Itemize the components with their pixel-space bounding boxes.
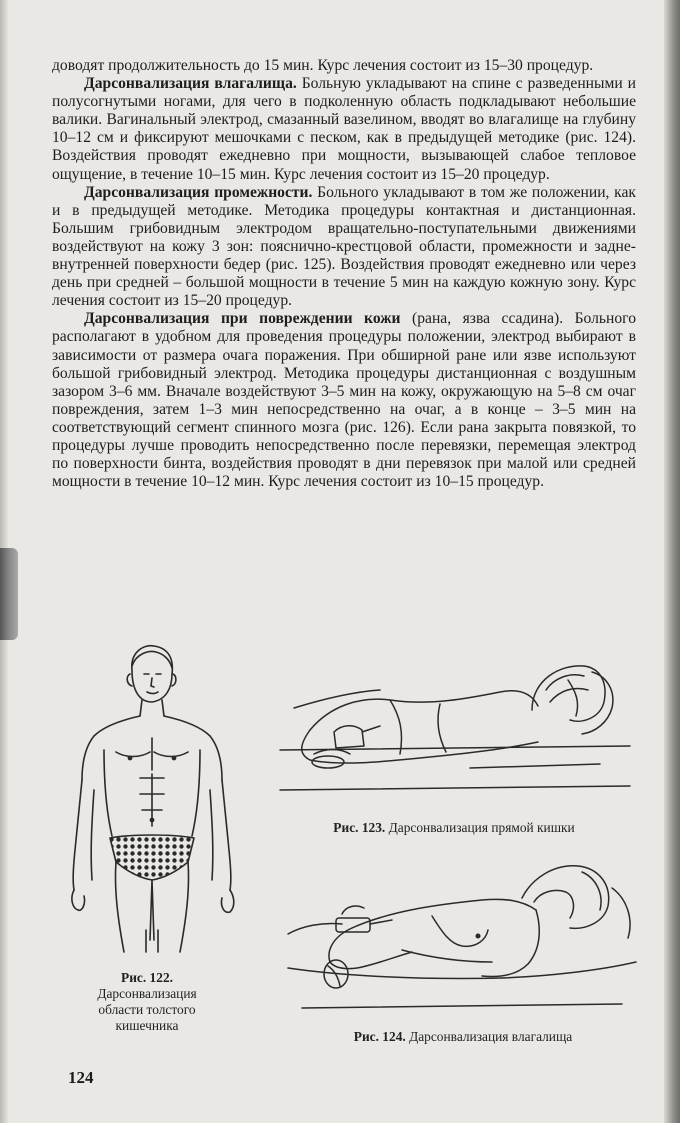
paragraph-4-text: (рана, язва ссадина). Больного располагают в удобном для проведения процедуры положении, электрод выбирают в зависимости от размера очага поражения. При обширной ране или язве используют большой грибовидный электрод. Методика процедуры дистанционная с воздушным зазором 3–6 мм. Вначале воздействуют 3–5 мин на кожу, окружающую на 5–8 см очаг повреждения, затем 1–3 мин непосредственно на очаг, а в конце – 3–5 мин на соответствующий сегмент спинного мозга (рис. 126). Если рана закрыта повязкой, то процедуры лучше проводить непосредственно после перевязки, перемещая электрод по поверхности бинта, воздействия проводят в дни перевязок при малой или средней мощности в течение 10–12 мин. Курс лечения состоит из 10–15 процедур. xyxy=(52,310,636,491)
paragraph-1-text: доводят продолжительность до 15 мин. Курс лечения состоит из 15–30 процедур. xyxy=(52,57,594,74)
figure-123-number: Рис. 123. xyxy=(333,820,386,835)
figure-124-caption-text: Дарсонвализация влагалища xyxy=(409,1029,573,1044)
paragraph-2 xyxy=(52,75,636,184)
page-number: 124 xyxy=(68,1068,94,1087)
paragraph-4-heading: Дарсонвализация при повреждении кожи xyxy=(84,310,401,328)
page-right-edge xyxy=(664,0,680,1123)
paragraph-2-heading: Дарсонвализация влагалища. xyxy=(84,75,297,93)
figure-122-illustration xyxy=(52,640,252,960)
paragraph-3-text: Больного укладывают в том же положении, как и в предыдущей методике. Методика процедуры контактная и дистанционная. Большим грибовидным электродом вращательно-поступательными движениями воздействуют на кожу 3 зон: пояснично-крестцовой области, промежности и задне-внутренней поверхности бедер (рис. 125). Воздействия проводят ежедневно или через день при средней – большой мощности в течение 5 мин на каждую кожную зону. Курс лечения состоит из 15–20 процедур. xyxy=(52,183,637,310)
figure-122-number: Рис. 122. xyxy=(121,970,173,985)
binding-clip xyxy=(0,548,18,640)
paragraph-2-text: Больную укладывают на спине с разведенными и полусогнутыми ногами, для чего в подколенную область подкладывают небольшие валики. Вагинальный электрод, смазанный вазелином, вводят во влагалище на глубину 10–12 см и фиксируют мешочками с песком, как в предыдущей методике (рис. 124). Воздействия проводят ежедневно при мощности, вызывающей слабое тепловое ощущение, в течение 10–15 мин. Курс лечения состоит из 15–20 процедур. xyxy=(52,75,636,183)
figure-123-illustration xyxy=(270,650,640,800)
figure-124-illustration xyxy=(282,858,642,1018)
figure-124-number: Рис. 124. xyxy=(353,1029,406,1044)
figure-122-caption-line-3: кишечника xyxy=(115,1018,179,1033)
paragraph-4 xyxy=(52,310,636,491)
figure-123-caption xyxy=(282,820,626,836)
figure-123-caption-text: Дарсонвализация прямой кишки xyxy=(388,820,575,835)
body-text xyxy=(52,57,636,491)
paragraph-1 xyxy=(52,57,636,75)
figure-122-caption xyxy=(62,970,232,1034)
paragraph-3-heading: Дарсонвализация промежности. xyxy=(84,183,313,201)
paragraph-3 xyxy=(52,184,636,311)
figure-122-caption-line-2: области толстого xyxy=(98,1002,196,1017)
figure-124-caption xyxy=(296,1029,630,1045)
figure-122-caption-line-1: Дарсонвализация xyxy=(97,986,197,1001)
